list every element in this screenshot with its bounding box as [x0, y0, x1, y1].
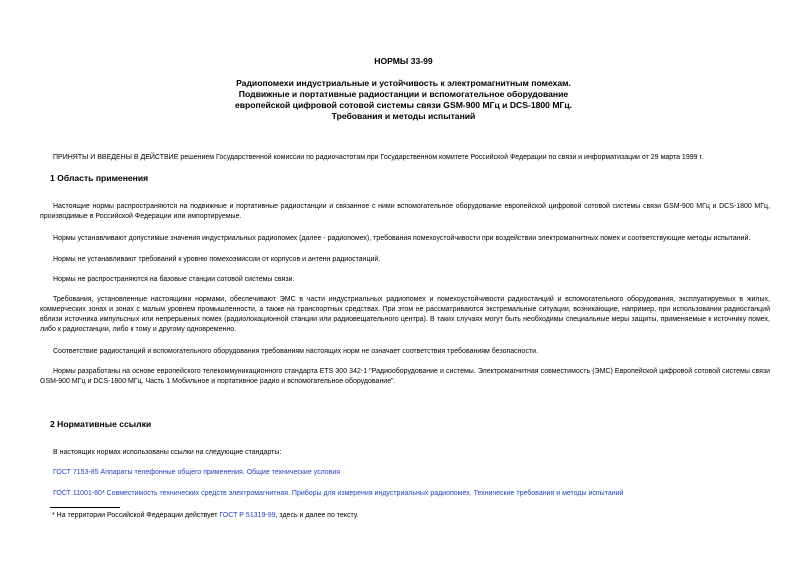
section-1-heading: 1 Область применения	[50, 173, 149, 183]
footnote-link-gost-r-51319-99[interactable]: ГОСТ Р 51319-99	[219, 512, 276, 519]
reference-item-1	[40, 468, 770, 478]
footnote-text-after: , здесь и далее по тексту.	[275, 512, 359, 519]
section-2-intro: В настоящих нормах использованы ссылки на следующие стандарты:	[53, 449, 282, 456]
footnote	[52, 511, 752, 521]
section-1-paragraph-7: Нормы разработаны на основе европейского телекоммуникационного стандарта ETS 300 342-1 "Радиооборудование и системы. Электромагнитная совместимость (ЭМС) Европейской цифровой сотовой системы связи GSM-900 МГц и DCS-1800 МГц. Часть 1 Мобильное и портативное радио и вспомогательное оборудование".	[40, 368, 770, 385]
reference-link-gost-7153-85[interactable]: ГОСТ 7153-85 Аппараты телефонные общего применения. Общие технические условия	[53, 469, 341, 476]
subtitle-line-3: европейской цифровой сотовой системы связи GSM-900 МГц и DCS-1800 МГц.	[234, 100, 573, 110]
section-1-paragraph-5: Требования, установленные настоящими нормами, обеспечивают ЭМС в части индустриальных радиопомех и помехоустойчивости радиостанций и вспомогательного оборудования, эксплуатируемых в жилых, коммерческих зонах и зонах с малым уровнем промышленности, а также на транспортных средствах. При этом не рассматриваются экстремальные ситуации, возникающие, например, при использовании радиостанций вблизи источника импульсных или непрерывных помех (радиолокационной станции или радиовещательного центра). В таких случаях могут быть необходимы специальные меры защиты, применяемые к источнику помех, либо к радиостанции, либо к тому и другому одновременно.	[40, 296, 770, 333]
intro-paragraph: ПРИНЯТЫ И ВВЕДЕНЫ В ДЕЙСТВИЕ решением Государственной комиссии по радиочастотам при Государственном комитете Российской Федерации по связи и информатизации от 29 марта 1999 г.	[53, 154, 704, 161]
footnote-divider	[50, 507, 120, 508]
section-1-paragraph-4: Нормы не распространяются на базовые станции сотовой системы связи.	[53, 276, 295, 283]
section-1-paragraph-6: Соответствие радиостанций и вспомогательного оборудования требованиям настоящих норм не означает соответствия требованиям безопасности.	[53, 348, 539, 355]
section-1-paragraph-3: Нормы не устанавливают требований к уровню помехоэмиссии от корпусов и антенн радиостанций.	[53, 256, 381, 263]
reference-link-gost-11001-80[interactable]: ГОСТ 11001-80* Совместимость технических средств электромагнитная. Приборы для измерения индустриальных радиопомех. Технические требования и методы испытаний	[53, 490, 624, 497]
reference-item-2	[40, 489, 770, 499]
subtitle-line-2: Подвижные и портативные радиостанции и вспомогательное оборудование	[238, 89, 569, 99]
subtitle-line-1: Радиопомехи индустриальные и устойчивость к электромагнитным помехам.	[236, 78, 571, 88]
document-title-block	[0, 56, 807, 122]
section-1-paragraph-2: Нормы устанавливают допустимые значения индустриальных радиопомех (далее - радиопомех), требования помехоустойчивости при воздействии электромагнитных помех и соответствующие методы испытаний.	[53, 235, 751, 242]
document-title: НОРМЫ 33-99	[374, 56, 433, 66]
section-1-paragraph-1: Настоящие нормы распространяются на подвижные и портативные радиостанции и связанное с ними вспомогательное оборудование европейской цифровой сотовой системы связи GSM-900 МГц и DCS-1800 МГц, производимые в Российской Федерации или импортируемые.	[40, 203, 770, 220]
section-2-heading: 2 Нормативные ссылки	[50, 419, 152, 429]
footnote-text-before: * На территории Российской Федерации действует	[52, 512, 220, 519]
subtitle-line-4: Требования и методы испытаний	[331, 111, 476, 121]
